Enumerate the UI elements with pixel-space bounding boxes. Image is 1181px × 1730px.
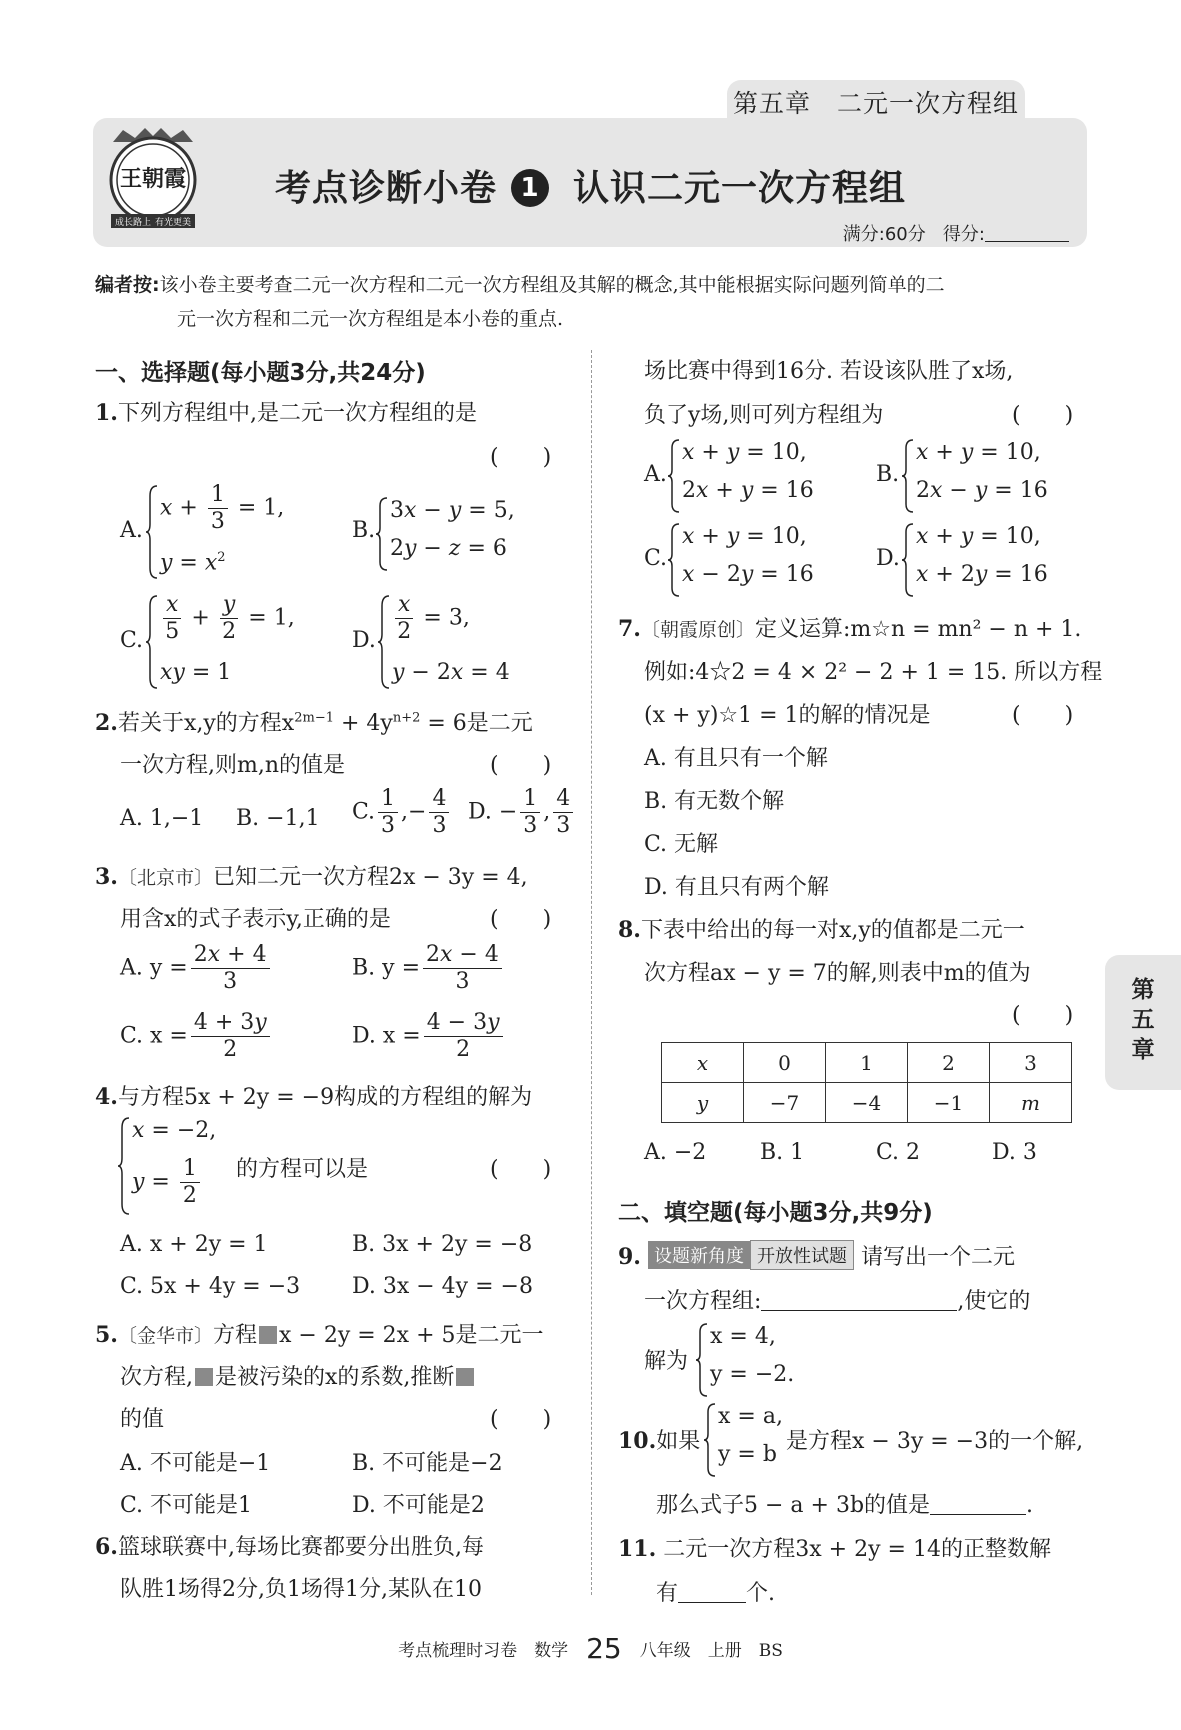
option-label: A. bbox=[120, 518, 143, 543]
equation-system: x = −2, y = $\frac{1}{2}$ bbox=[118, 1116, 228, 1216]
question-7-line3: (x + y)☆1 = 1的解的情况是 bbox=[644, 703, 931, 728]
question-3: 3.〔北京市〕已知二元一次方程2x − 3y = 4, bbox=[95, 864, 528, 890]
option-d: D. 不可能是2 bbox=[352, 1493, 485, 1518]
answer-paren: ( ) bbox=[1012, 403, 1074, 428]
option-c: C. 不可能是1 bbox=[120, 1493, 253, 1518]
option-d: D. 有且只有两个解 bbox=[644, 875, 829, 900]
section-choice-heading: 一、选择题(每小题3分,共24分) bbox=[95, 360, 426, 386]
equation-system: x + y = 10, x + 2y = 16 bbox=[902, 522, 1052, 598]
option-b: B. 1 bbox=[760, 1140, 805, 1165]
option-d: D. 3 bbox=[992, 1140, 1037, 1165]
paper-number-badge: 1 bbox=[511, 169, 549, 207]
page-footer: 考点梳理时习卷 数学 25 八年级 上册 BS bbox=[398, 1632, 783, 1665]
editor-note: 编者按:该小卷主要考查二元一次方程和二元一次方程组及其解的概念,其中能根据实际问题列简单的二 元一次方程和二元一次方程组是本小卷的重点. bbox=[95, 274, 945, 330]
side-chapter-tab: 第 五 章 bbox=[1105, 955, 1181, 1090]
table-cell: x bbox=[662, 1043, 744, 1083]
question-9-line3: 解为 bbox=[644, 1349, 689, 1374]
option-a: A. 不可能是−1 bbox=[120, 1451, 271, 1476]
score-line: 满分:60分 得分: bbox=[843, 220, 1069, 246]
svg-text:有光更美: 有光更美 bbox=[154, 218, 192, 228]
answer-paren: ( ) bbox=[1012, 703, 1074, 728]
value-table bbox=[661, 1042, 1072, 1123]
question-4: 4.与方程5x + 2y = −9构成的方程组的解为 bbox=[95, 1084, 533, 1110]
equation-system: $\frac{x}{5}$ + $\frac{y}{2}$ = 1, xy = 1 bbox=[146, 594, 316, 690]
answer-paren: ( ) bbox=[1012, 1003, 1074, 1028]
equation-system: x + $\frac{1}{3}$ = 1, $y = x^2$ bbox=[146, 484, 296, 580]
smudge-mark bbox=[259, 1326, 277, 1344]
option-b: B. y = $\frac{2x - 4}{3}$ bbox=[352, 942, 505, 995]
equation-system: 3x − y = 5, 2y − z = 6 bbox=[376, 496, 526, 572]
question-6-line3: 场比赛中得到16分. 若设该队胜了x场, bbox=[644, 359, 1014, 384]
option-c: C. 无解 bbox=[644, 832, 719, 857]
table-cell: y bbox=[662, 1083, 744, 1123]
table-cell: m bbox=[990, 1083, 1072, 1123]
table-row bbox=[662, 1043, 1072, 1083]
question-9: 9. 设题新角度 开放性试题 请写出一个二元 bbox=[618, 1240, 1015, 1271]
option-a: A. x + 2y = 1 bbox=[120, 1232, 268, 1257]
option-d: D. 3x − 4y = −8 bbox=[352, 1274, 533, 1299]
table-cell: 0 bbox=[744, 1043, 826, 1083]
badge-new-angle: 设题新角度 bbox=[648, 1241, 750, 1269]
equation-system: x = a, y = b bbox=[704, 1402, 784, 1478]
badge-open-question: 开放性试题 bbox=[750, 1240, 854, 1270]
question-3-line2: 用含x的式子表示y,正确的是 bbox=[120, 907, 391, 932]
option-b: B. 3x + 2y = −8 bbox=[352, 1232, 533, 1257]
equation-system: x = 4, y = −2. bbox=[696, 1322, 816, 1398]
option-d: D. − $\frac{1}{3}$ , $\frac{4}{3}$ bbox=[468, 786, 576, 839]
question-6-line2: 队胜1场得2分,负1场得1分,某队在10 bbox=[120, 1577, 482, 1602]
question-11: 11. 二元一次方程3x + 2y = 14的正整数解 bbox=[618, 1536, 1051, 1562]
option-label: D. bbox=[876, 546, 900, 571]
question-4-tail: 的方程可以是 bbox=[236, 1157, 369, 1182]
option-c: C. 5x + 4y = −3 bbox=[120, 1274, 301, 1299]
equation-system: x + y = 10, x − 2y = 16 bbox=[668, 522, 818, 598]
svg-text:成长路上: 成长路上 bbox=[114, 218, 152, 228]
option-a: A. −2 bbox=[644, 1140, 707, 1165]
table-cell: 1 bbox=[826, 1043, 908, 1083]
answer-blank[interactable] bbox=[678, 1580, 746, 1603]
question-10-text: 是方程x − 3y = −3的一个解, bbox=[786, 1429, 1084, 1454]
page-number: 25 bbox=[586, 1632, 622, 1665]
answer-paren: ( ) bbox=[490, 1157, 552, 1182]
question-9-line2: 一次方程组: ,使它的 bbox=[644, 1289, 1031, 1314]
option-b: B. 有无数个解 bbox=[644, 789, 785, 814]
column-divider bbox=[591, 350, 592, 1595]
question-6-line4: 负了y场,则可列方程组为 bbox=[644, 403, 884, 428]
smudge-mark bbox=[195, 1368, 213, 1386]
option-c: C. $\frac{1}{3}$ ,− $\frac{4}{3}$ bbox=[352, 786, 452, 839]
option-d: D. x = $\frac{4 - 3y}{2}$ bbox=[352, 1010, 506, 1063]
question-7: 7.〔朝霞原创〕定义运算:m☆n = mn² − n + 1. bbox=[618, 616, 1082, 642]
table-cell: −1 bbox=[908, 1083, 990, 1123]
equation-system: x + y = 10, 2x − y = 16 bbox=[902, 438, 1052, 514]
score-blank bbox=[985, 225, 1069, 242]
question-2-line2: 一次方程,则m,n的值是 bbox=[120, 753, 346, 778]
page-title: 考点诊断小卷 1 认识二元一次方程组 bbox=[274, 168, 907, 209]
question-10: 10.如果 bbox=[618, 1428, 701, 1454]
answer-blank[interactable] bbox=[761, 1288, 957, 1311]
option-c: C. 2 bbox=[876, 1140, 921, 1165]
question-8-line2: 次方程ax − y = 7的解,则表中m的值为 bbox=[644, 961, 1031, 986]
option-a: A. 1,−1 bbox=[120, 806, 204, 831]
answer-paren: ( ) bbox=[490, 1407, 552, 1432]
equation-system: $\frac{x}{2}$ = 3, y − 2x = 4 bbox=[378, 594, 528, 690]
answer-blank[interactable] bbox=[930, 1492, 1026, 1515]
option-a: A. y = $\frac{2x + 4}{3}$ bbox=[120, 942, 273, 995]
option-label: D. bbox=[352, 628, 376, 653]
question-6: 6.篮球联赛中,每场比赛都要分出胜负,每 bbox=[95, 1534, 484, 1560]
option-label: B. bbox=[876, 462, 900, 487]
question-11-line2: 有 个. bbox=[656, 1581, 776, 1606]
smudge-mark bbox=[456, 1368, 474, 1386]
table-cell: 3 bbox=[990, 1043, 1072, 1083]
option-label: C. bbox=[644, 546, 668, 571]
answer-paren: ( ) bbox=[490, 907, 552, 932]
option-label: B. bbox=[352, 518, 376, 543]
section-fill-heading: 二、填空题(每小题3分,共9分) bbox=[618, 1200, 933, 1226]
chapter-tab: 第五章 二元一次方程组 bbox=[727, 80, 1025, 128]
table-cell: 2 bbox=[908, 1043, 990, 1083]
option-a: A. 有且只有一个解 bbox=[644, 746, 828, 771]
equation-system: x + y = 10, 2x + y = 16 bbox=[668, 438, 818, 514]
option-b: B. 不可能是−2 bbox=[352, 1451, 503, 1476]
table-row bbox=[662, 1083, 1072, 1123]
question-5: 5.〔金华市〕方程 x − 2y = 2x + 5是二元一 bbox=[95, 1322, 544, 1348]
question-10-line2: 那么式子5 − a + 3b的值是 . bbox=[656, 1493, 1034, 1518]
table-cell: −7 bbox=[744, 1083, 826, 1123]
option-label: C. bbox=[120, 628, 144, 653]
question-7-line2: 例如:4☆2 = 4 × 2² − 2 + 1 = 15. 所以方程 bbox=[644, 660, 1103, 685]
option-c: C. x = $\frac{4 + 3y}{2}$ bbox=[120, 1010, 273, 1063]
question-8: 8.下表中给出的每一对x,y的值都是二元一 bbox=[618, 917, 1025, 943]
question-1: 1.下列方程组中,是二元一次方程组的是 bbox=[95, 400, 477, 426]
question-2: 2.若关于x,y的方程$x^{2m-1} + 4y^{n+2} = 6$是二元 bbox=[95, 710, 533, 736]
svg-text:王朝霞: 王朝霞 bbox=[119, 166, 187, 192]
option-label: A. bbox=[644, 462, 667, 487]
table-cell: −4 bbox=[826, 1083, 908, 1123]
answer-paren: ( ) bbox=[490, 753, 552, 778]
question-5-line2: 次方程, 是被污染的x的系数,推断 bbox=[120, 1360, 476, 1391]
answer-paren: ( ) bbox=[490, 445, 552, 470]
question-5-line3: 的值 bbox=[120, 1407, 165, 1432]
option-b: B. −1,1 bbox=[236, 806, 320, 831]
